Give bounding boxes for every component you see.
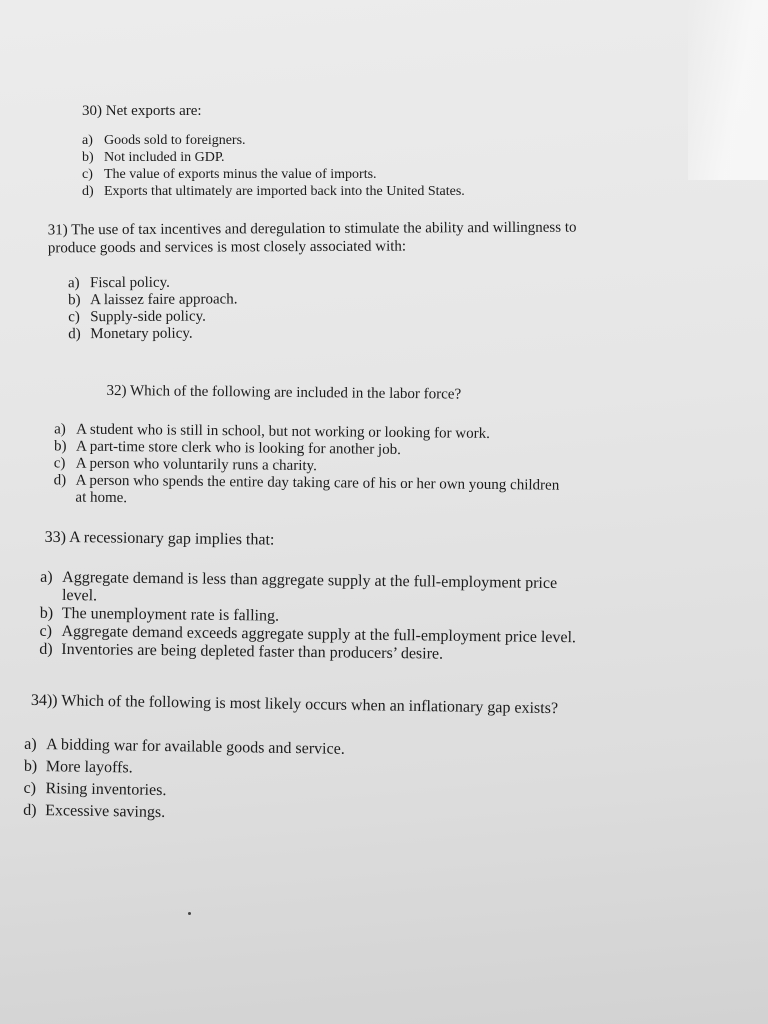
option-letter: a) bbox=[24, 735, 37, 753]
option-letter: d) bbox=[82, 184, 94, 199]
option-text: Monetary policy. bbox=[90, 325, 193, 343]
option-letter: a) bbox=[67, 275, 80, 292]
option-letter: a) bbox=[54, 421, 66, 438]
option-text: Fiscal policy. bbox=[89, 274, 170, 292]
question-31 bbox=[48, 219, 577, 344]
option-letter: b) bbox=[68, 292, 81, 309]
option-text: Not included in GDP. bbox=[104, 150, 225, 165]
option-text: Aggregate demand is less than aggregate supply at the full-employment price bbox=[62, 568, 558, 593]
option-text: Supply-side policy. bbox=[90, 308, 206, 326]
question-prompt: A recessionary gap implies that: bbox=[69, 529, 275, 549]
option-text-line-2: at home. bbox=[75, 489, 128, 507]
option-letter: c) bbox=[23, 779, 37, 797]
option-c bbox=[82, 166, 465, 183]
option-letter: b) bbox=[82, 150, 94, 165]
question-text bbox=[82, 102, 465, 120]
option-letter: c) bbox=[68, 309, 80, 326]
page-fold-highlight bbox=[688, 0, 768, 180]
question-prompt: Which of the following are included in the labor force? bbox=[129, 383, 462, 403]
option-text: Exports that ultimately are imported back into the United States. bbox=[104, 184, 465, 199]
option-letter: b) bbox=[53, 438, 67, 455]
ink-speck bbox=[188, 912, 191, 915]
option-text: A bidding war for available goods and service. bbox=[46, 736, 345, 758]
option-text: Rising inventories. bbox=[45, 780, 167, 800]
option-d bbox=[68, 324, 577, 344]
option-text: Excessive savings. bbox=[45, 802, 166, 821]
option-letter: d) bbox=[23, 801, 37, 819]
question-prompt: The use of tax incentives and deregulation to stimulate the ability and willingness to bbox=[71, 219, 577, 239]
question-30 bbox=[82, 102, 465, 200]
question-number: 31) bbox=[47, 222, 68, 239]
option-text-line-2: level. bbox=[61, 586, 98, 605]
option-text: Inventories are being depleted faster than producers’ desire. bbox=[61, 640, 444, 663]
option-letter: b) bbox=[39, 604, 54, 622]
question-text-line-2: produce goods and services is most closely associated with: bbox=[47, 238, 407, 257]
option-letter: b) bbox=[23, 757, 38, 775]
question-number: 30) bbox=[82, 103, 102, 119]
option-letter: d) bbox=[53, 472, 67, 489]
option-text: The unemployment rate is falling. bbox=[61, 604, 280, 625]
option-a bbox=[82, 132, 465, 149]
option-text: A laissez faire approach. bbox=[90, 291, 238, 309]
option-letter: c) bbox=[39, 622, 53, 640]
question-number: 34)) bbox=[30, 691, 58, 710]
option-letter: d) bbox=[68, 326, 81, 343]
question-prompt: Which of the following is most likely occurs when an inflationary gap exists? bbox=[61, 692, 559, 718]
option-b bbox=[82, 149, 465, 166]
question-prompt: Net exports are: bbox=[105, 103, 202, 119]
option-text: More layoffs. bbox=[45, 758, 133, 777]
option-d bbox=[53, 472, 559, 511]
question-34 bbox=[23, 691, 559, 830]
question-33 bbox=[39, 528, 577, 665]
option-letter: a) bbox=[40, 568, 53, 586]
option-letter: a) bbox=[82, 133, 93, 148]
options-list bbox=[82, 132, 465, 200]
question-text bbox=[48, 219, 577, 240]
question-number: 32) bbox=[106, 382, 127, 400]
option-text: A person who spends the entire day taking care of his or her own young children bbox=[75, 472, 560, 494]
option-letter: c) bbox=[53, 455, 66, 472]
option-text: Goods sold to foreigners. bbox=[104, 133, 246, 148]
question-number: 33) bbox=[44, 528, 67, 547]
options-list bbox=[53, 421, 560, 511]
option-letter: d) bbox=[39, 640, 53, 658]
option-text: A student who is still in school, but not working or looking for work. bbox=[76, 421, 490, 442]
option-text: The value of exports minus the value of imports. bbox=[104, 167, 377, 182]
option-letter: c) bbox=[82, 167, 93, 182]
option-text: A person who voluntarily runs a charity. bbox=[75, 455, 317, 475]
option-text: A part-time store clerk who is looking for another job. bbox=[75, 438, 401, 458]
options-list bbox=[39, 569, 577, 666]
option-d bbox=[82, 183, 465, 200]
options-list bbox=[23, 734, 557, 830]
question-32 bbox=[53, 381, 560, 511]
options-list bbox=[68, 273, 577, 344]
option-text: Aggregate demand exceeds aggregate supply at the full-employment price level. bbox=[61, 622, 577, 647]
